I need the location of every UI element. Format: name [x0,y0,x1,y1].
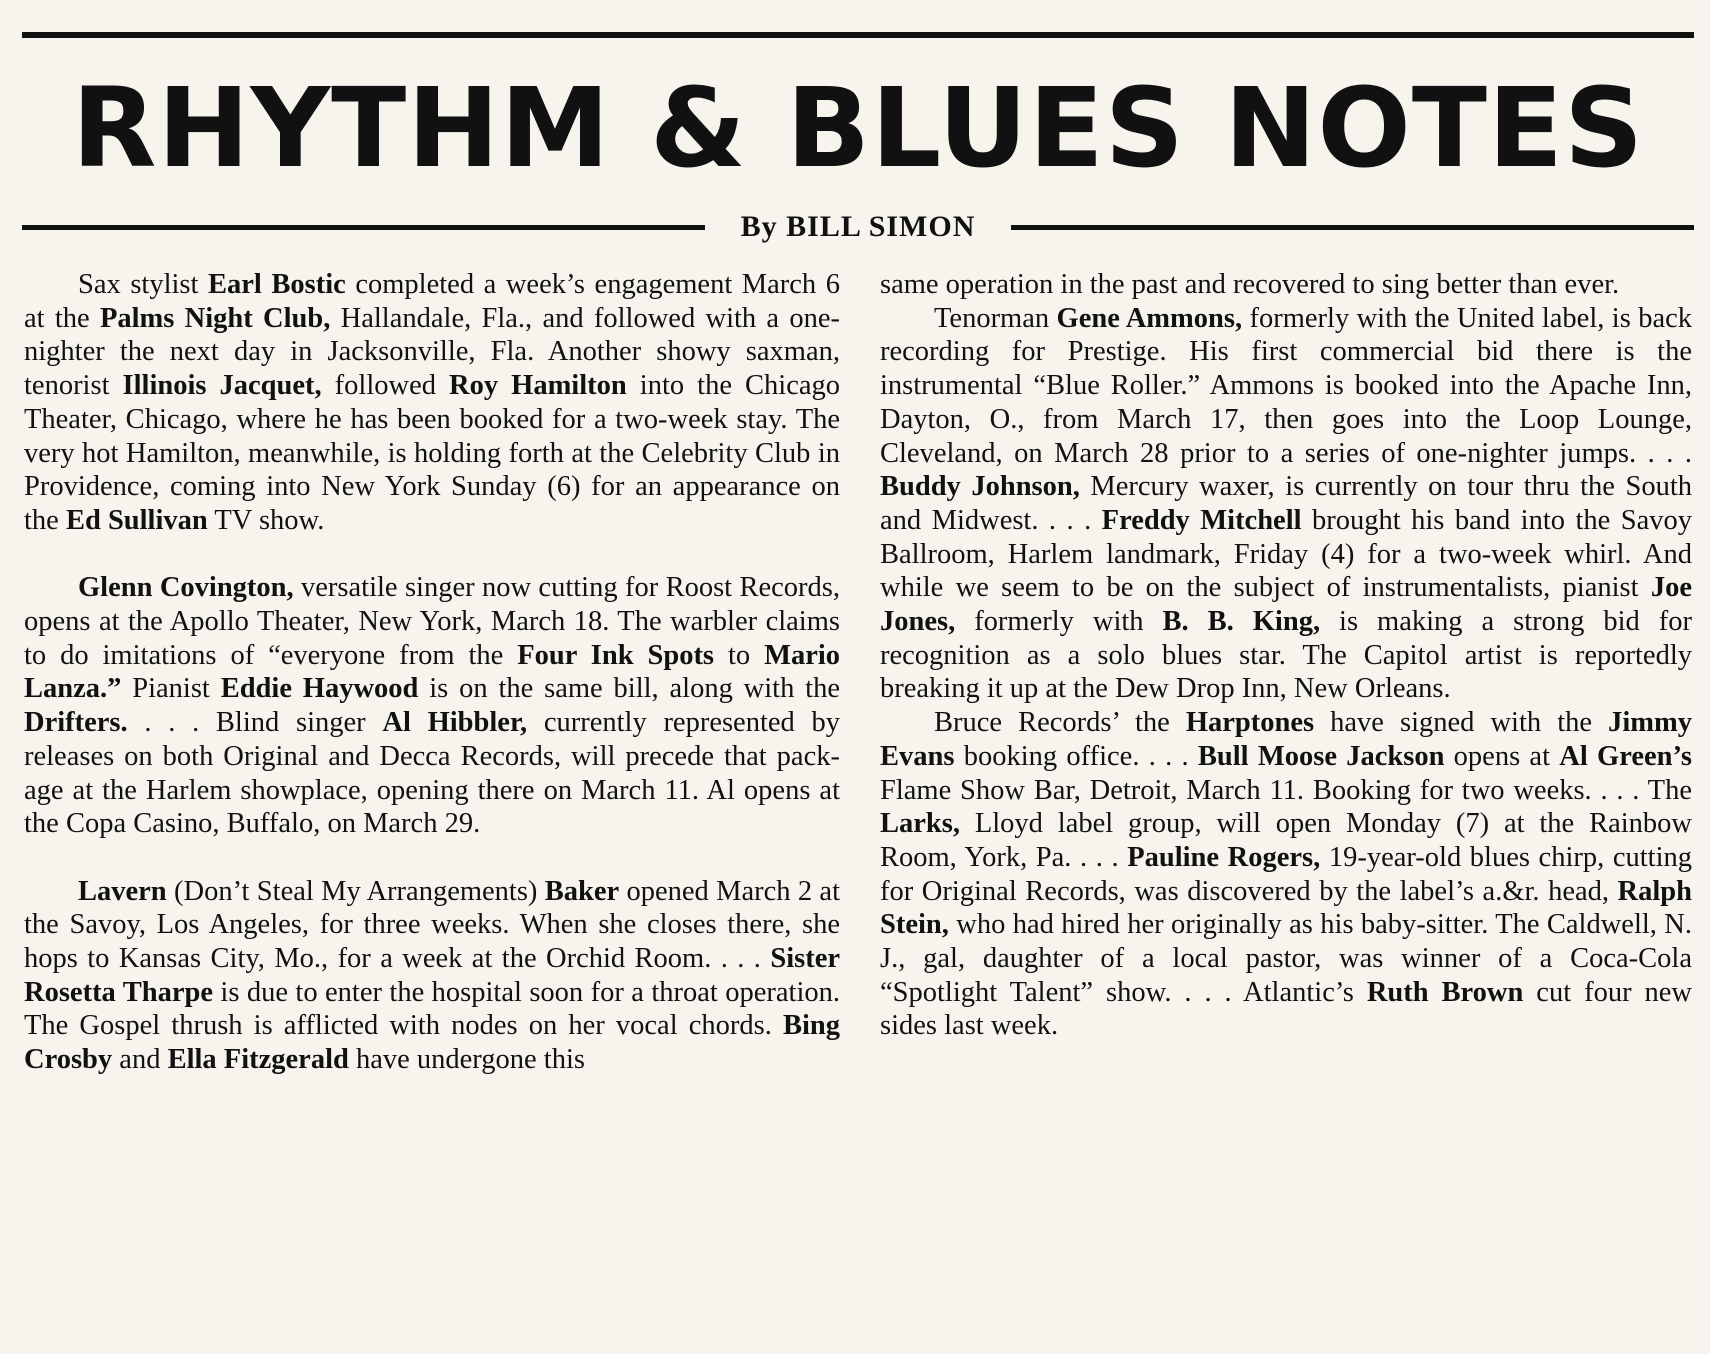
bold-name: Bing Crosby [24,1010,840,1076]
bold-name: Al Green’s [1559,740,1693,772]
text-run: Mercury waxer, is currently on tour thru the South and Midwest. . . . [880,471,1692,536]
text-run: formerly with [955,606,1163,638]
text-run: (Don’t Steal My Arrangements) [166,875,545,907]
top-rule [22,32,1694,38]
text-run: is due to enter the hospital soon for a throat operation. The Gospel thrush is afflicted with nodes on her vocal chords. [24,976,840,1042]
text-run: who had hired her originally as his baby-sitter. The Caldwell, N. J., gal, daughter of a local pastor, was winner of a Coca-Cola “Spotlight Talent” show. . . . Atlantic’s [880,909,1692,1008]
text-run: Pianist [121,673,221,705]
bold-name: Mario Lanza.” [24,639,841,705]
bold-name: Ralph Stein, [880,875,1692,941]
text-run: same operation in the past and recovered to sing better than ever. [880,269,1620,300]
bold-name: Larks, [880,808,960,840]
text-run: Lloyd label group, will open Monday (7) at the Rainbow Room, York, Pa. . . . [880,808,1692,873]
text-run: cut four new sides last week. [880,976,1692,1042]
bold-name: B. B. King, [1162,606,1321,638]
text-run: currently represented by releases on both Original and Decca Records, will precede that package at the Harlem showplace, opening there on March 11. Al opens at the Copa Casino, Buffalo, on March 29. [24,707,841,840]
byline-row [22,205,1694,249]
article-column-right [880,268,1692,1043]
bold-name: Jimmy Evans [880,707,1692,772]
bold-name: Ruth Brown [1366,976,1524,1008]
byline-rule-right [1011,225,1694,230]
text-run: into the Chicago Theater, Chicago, where he has been booked for a two-week stay. The very hot Hamilton, meanwhile, is holding forth at the Celebrity Club in Providence, coming into New York Sunday (6) for an appearance on the [24,370,840,536]
bold-name: Palms Night Club, [99,302,331,334]
text-run: versatile singer now cutting for Roost Records, opens at the Apollo Theater, New York, March 18. The warbler claims to do imitations of “everyone from the [24,572,840,671]
article-paragraph [24,571,840,841]
text-run: TV show. [207,504,325,536]
text-run: Bruce Records’ the [934,707,1186,739]
byline: By BILL SIMON [740,210,976,243]
text-run: . . . Blind singer [127,707,383,739]
text-run: Tenorman [934,302,1057,334]
bold-name: Ella Fitzgerald [167,1044,349,1076]
bold-name: Pauline Rogers, [1127,841,1321,873]
article-paragraph [24,268,840,538]
bold-name: Freddy Mitchell [1101,504,1302,536]
text-run: booking office. . . . [954,740,1198,772]
bold-name: Buddy Johnson, [880,471,1080,503]
text-run: completed a week’s engagement March 6 at the [24,269,840,334]
bold-name: Sister Rosetta Tharpe [24,943,840,1008]
text-run: and [112,1044,168,1076]
article-column-left [24,268,840,1077]
text-run: to [714,639,765,671]
column-title: RHYTHM & BLUES NOTES [71,64,1645,192]
text-run: opens at [1444,740,1560,772]
bold-name: Earl Bostic [207,269,346,300]
text-run: formerly with the United label, is back recording for Prestige. His first commercial bid there is the instrumental “Blue Roller.” Ammons is booked into the Apache Inn, Dayton, O., from March 17, then goes into the Loop Lounge, Cleveland, on March 28 prior to a series of one-nighter jumps. . . . [880,302,1692,469]
text-run: is on the same bill, along with the [418,673,840,705]
text-run: Flame Show Bar, Detroit, March 11. Booking for two weeks. . . . The [880,774,1692,806]
bold-name: Four Ink Spots [517,639,715,671]
text-run: followed [321,370,450,402]
bold-name: Drifters. [24,707,128,739]
article-paragraph [880,268,1692,302]
bold-name: Ed Sullivan [65,504,208,536]
bold-name: Glenn Covington, [78,572,294,604]
text-run: is making a strong bid for recognition as a solo blues star. The Capitol artist is reportedly breaking it up at the Dew Drop Inn, New Orleans. [880,606,1692,705]
article-paragraph [880,302,1692,706]
bold-name: Gene Ammons, [1056,302,1243,334]
bold-name: Bull Moose Jackson [1197,740,1445,772]
text-run: 19-year-old blues chirp, cutting for Original Records, was discovered by the label’s a.&r. head, [880,841,1692,907]
bold-name: Joe Jones, [880,572,1692,638]
article-paragraph [24,875,840,1077]
bold-name: Al Hibbler, [382,707,528,739]
bold-name: Lavern [78,875,167,907]
byline-rule-left [22,225,705,230]
bold-name: Baker [544,875,620,907]
text-run: opened March 2 at the Savoy, Los Angeles, for three weeks. When she closes there, she hops to Kansas City, Mo., for a week at the Orchid Room. . . . [24,875,841,975]
text-run: have undergone this [348,1044,585,1076]
text-run: Sax stylist [78,269,208,300]
text-run: have signed with the [1314,707,1609,739]
bold-name: Harptones [1185,707,1315,739]
text-run: brought his band into the Savoy Ballroom, Harlem landmark, Friday (4) for a two-week whirl. And while we seem to be on the subject of instrumentalists, pianist [880,504,1692,604]
bold-name: Eddie Haywood [220,673,419,705]
article-paragraph [880,706,1692,1043]
text-run: Hallandale, Fla., and followed with a one-nighter the next day in Jacksonville, Fla. Another showy saxman, tenorist [24,302,841,402]
bold-name: Illinois Jacquet, [122,370,322,402]
bold-name: Roy Hamilton [449,370,627,402]
